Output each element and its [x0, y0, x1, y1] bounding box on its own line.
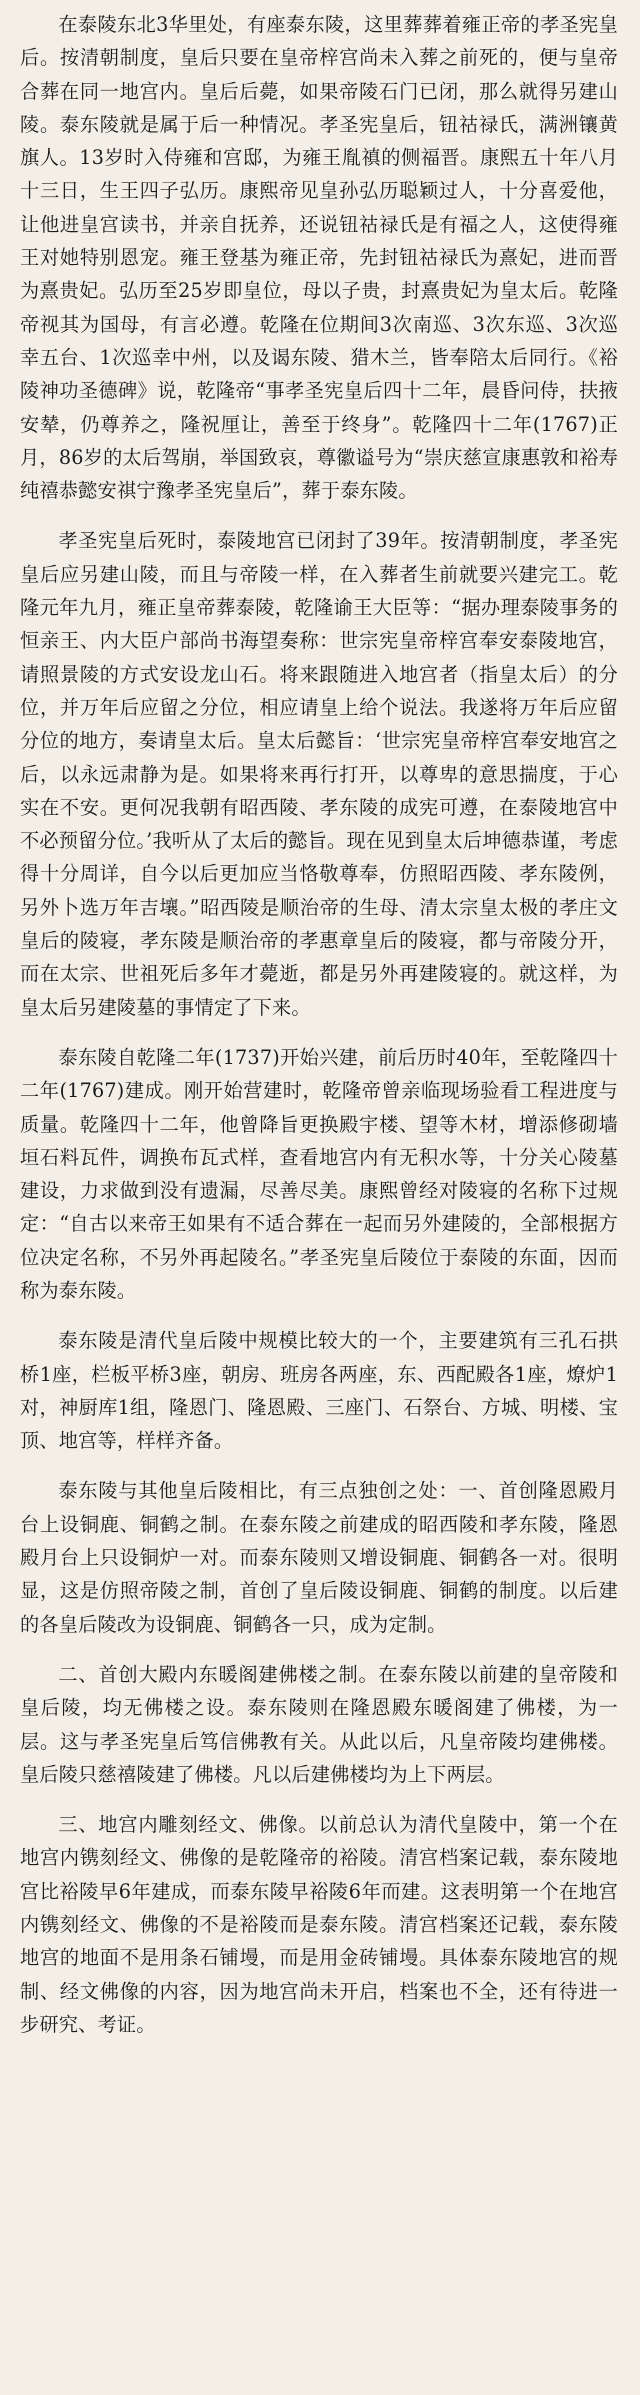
paragraph-separate-tomb: 孝圣宪皇后死时，泰陵地宫已闭封了39年。按清朝制度，孝圣宪皇后应另建山陵，而且与帝陵一样，在入葬者生前就要兴建完工。乾隆元年九月，雍正皇帝葬泰陵，乾隆谕王大臣等：“据办理泰陵事务的恒亲王、内大臣户部尚书海望奏称：世宗宪皇帝梓宫奉安泰陵地宫，请照景陵的方式安设龙山石。将来跟随进入地宫者（指皇太后）的分位，并万年后应留之分位，相应请皇上给个说法。我遂将万年后应留分位的地方，奏请皇太后。皇太后懿旨：‘世宗宪皇帝梓宫奉安地宫之后，以永远肃静为是。如果将来再行打开，以尊卑的意思揣度，于心实在不安。更何况我朝有昭西陵、孝东陵的成宪可遵，在泰陵地宫中不必预留分位。’我听从了太后的懿旨。现在见到皇太后坤德恭谨，考虑得十分周详，自今以后更加应当恪敬尊奉，仿照昭西陵、孝东陵例，另外卜选万年吉壤。”昭西陵是顺治帝的生母、清太宗皇太极的孝庄文皇后的陵寝，孝东陵是顺治帝的孝惠章皇后的陵寝，都与帝陵分开，而在太宗、世祖死后多年才薨逝，都是另外再建陵寝的。就这样，为皇太后另建陵墓的事情定了下来。	[20, 529, 618, 1019]
paragraph-innovation-three: 三、地宫内雕刻经文、佛像。以前总认为清代皇陵中，第一个在地宫内镌刻经文、佛像的是乾隆帝的裕陵。清宫档案记载，泰东陵地宫比裕陵早6年建成，而泰东陵早裕陵6年而建。这表明第一个在地宫内镌刻经文、佛像的不是裕陵而是泰东陵。清宫档案还记载，泰东陵地宫的地面不是用条石铺墁，而是用金砖铺墁。具体泰东陵地宫的规制、经文佛像的内容，因为地宫尚未开启，档案也不全，还有待进一步研究、考证。	[20, 1813, 618, 2036]
paragraph-gap	[20, 507, 618, 524]
paragraph-gap	[20, 1457, 618, 1474]
paragraph-gap	[20, 1791, 618, 1808]
paragraph-gap	[20, 1307, 618, 1324]
paragraph-gap	[20, 1024, 618, 1041]
paragraph-construction: 泰东陵自乾隆二年(1737)开始兴建，前后历时40年，至乾隆四十二年(1767)建成。刚开始营建时，乾隆帝曾亲临现场验看工程进度与质量。乾隆四十二年，他曾降旨更换殿宇楼、望等木材，增添修砌墙垣石料瓦件，调换布瓦式样，查看地宫内有无积水等，十分关心陵墓建设，力求做到没有遗漏，尽善尽美。康熙曾经对陵寝的名称下过规定：“自古以来帝王如果有不适合葬在一起而另外建陵的，全部根据方位决定名称，不另外再起陵名。”孝圣宪皇后陵位于泰陵的东面，因而称为泰东陵。	[20, 1045, 618, 1302]
paragraph-buildings: 泰东陵是清代皇后陵中规模比较大的一个，主要建筑有三孔石拱桥1座，栏板平桥3座，朝房、班房各两座，东、西配殿各1座，燎炉1对，神厨库1组，隆恩门、隆恩殿、三座门、石祭台、方城、明楼、宝顶、地宫等，样样齐备。	[20, 1329, 618, 1453]
paragraph-innovation-one: 泰东陵与其他皇后陵相比，有三点独创之处：一、首创隆恩殿月台上设铜鹿、铜鹤之制。在泰东陵之前建成的昭西陵和孝东陵，隆恩殿月台上只设铜炉一对。而泰东陵则又增设铜鹿、铜鹤各一对。很明显，这是仿照帝陵之制，首创了皇后陵设铜鹿、铜鹤的制度。以后建的各皇后陵改为设铜鹿、铜鹤各一只，成为定制。	[20, 1479, 618, 1636]
paragraph-innovation-two: 二、首创大殿内东暖阁建佛楼之制。在泰东陵以前建的皇帝陵和皇后陵，均无佛楼之设。泰东陵则在隆恩殿东暖阁建了佛楼，为一层。这与孝圣宪皇后笃信佛教有关。从此以后，凡皇帝陵均建佛楼。皇后陵只慈禧陵建了佛楼。凡以后建佛楼均为上下两层。	[20, 1662, 618, 1786]
paragraph-gap	[20, 1641, 618, 1658]
paragraph-intro: 在泰陵东北3华里处，有座泰东陵，这里葬葬着雍正帝的孝圣宪皇后。按清朝制度，皇后只要在皇帝梓宫尚未入葬之前死的，便与皇帝合葬在同一地宫内。皇后后薨，如果帝陵石门已闭，那么就得另建山陵。泰东陵就是属于后一种情况。孝圣宪皇后，钮祜禄氏，满洲镶黄旗人。13岁时入侍雍和宫邸，为雍王胤禛的侧福晋。康熙五十年八月十三日，生王四子弘历。康熙帝见皇孙弘历聪颖过人，十分喜爱他，让他进皇宫读书，并亲自抚养，还说钮祜禄氏是有福之人，这使得雍王对她特别恩宠。雍王登基为雍正帝，先封钮祜禄氏为熹妃，进而晋为熹贵妃。弘历至25岁即皇位，母以子贵，封熹贵妃为皇太后。乾隆帝视其为国母，有言必遵。乾隆在位期间3次南巡、3次东巡、3次巡幸五台、1次巡幸中州，以及谒东陵、猎木兰，皆奉陪太后同行。《裕陵神功圣德碑》说，乾隆帝“事孝圣宪皇后四十二年，晨昏问侍，扶掖安辇，仍尊养之，隆祝厘让，善至于终身”。乾隆四十二年(1767)正月，86岁的太后驾崩，举国致哀，尊徽谥号为“崇庆慈宣康惠敦和裕寿纯禧恭懿安祺宁豫孝圣宪皇后”，葬于泰东陵。	[20, 13, 618, 503]
